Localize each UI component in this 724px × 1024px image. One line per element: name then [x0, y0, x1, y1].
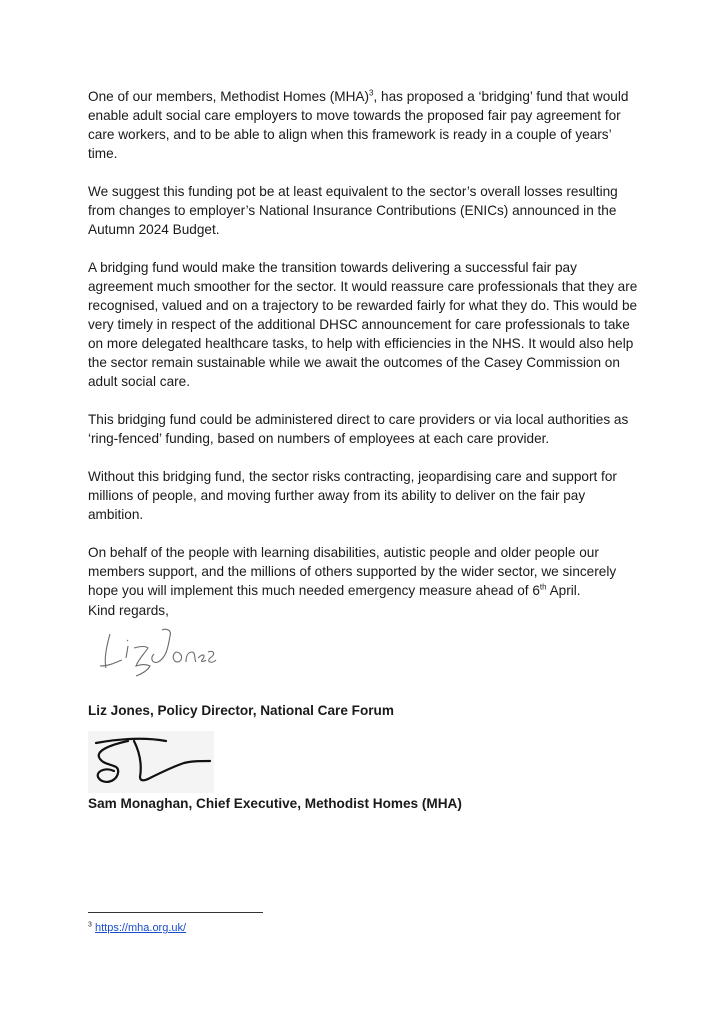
- paragraph-text: One of our members, Methodist Homes (MHA): [88, 89, 370, 104]
- footnote-divider: [88, 912, 263, 913]
- ordinal-suffix: th: [539, 582, 547, 592]
- signature-liz-jones: [96, 622, 218, 680]
- paragraph-funding-pot: We suggest this funding pot be at least equivalent to the sector’s overall losses resulting from changes to employer’s National Insurance Contributions (ENICs) announced in the Autumn 2024 Budget.: [88, 184, 618, 237]
- paragraph-transition: A bridging fund would make the transition towards delivering a successful fair pay agreement much smoother for the sector. It would reassure care professionals that they are recognised, valued and on a trajectory to be rewarded fairly for what they do. This would be very timely in respect of the additional DHSC announcement for care professionals to take on more delegated healthcare tasks, to help with efficiencies in the NHS. It would also help the sector remain sustainable while we await the outcomes of the Casey Commission on adult social care.: [88, 260, 638, 389]
- footnote-number: 3: [88, 921, 92, 929]
- signatory-name-line: Sam Monaghan, Chief Executive, Methodist Homes (MHA): [88, 796, 462, 811]
- letter-body: [88, 87, 640, 619]
- paragraph-text: April.: [546, 583, 581, 598]
- signatory-name-line: Liz Jones, Policy Director, National Care Forum: [88, 703, 394, 718]
- footnote-link[interactable]: https://mha.org.uk/: [94, 922, 187, 934]
- paragraph-risks: Without this bridging fund, the sector risks contracting, jeopardising care and support for millions of people, and moving further away from its ability to deliver on the fair pay ambition.: [88, 469, 617, 522]
- footnote-ref: 3: [369, 88, 374, 98]
- signature-sam-monaghan: [88, 731, 214, 793]
- footnote: [88, 922, 186, 934]
- paragraph-appeal: [88, 543, 640, 600]
- paragraph-text: , has proposed a ‘bridging’ fund that would enable adult social care employers to move towards the proposed fair pay agreement for care workers, and to be able to align when this framework is ready in a couple of years’ time.: [88, 89, 629, 161]
- paragraph-administration: This bridging fund could be administered direct to care providers or via local authorities as ‘ring-fenced’ funding, based on numbers of employees at each care provider.: [88, 412, 629, 446]
- paragraph-text: On behalf of the people with learning disabilities, autistic people and older people our members support, and the millions of others supported by the wider sector, we sincerely hope you will implement this much needed emergency measure ahead of 6: [88, 545, 617, 598]
- paragraph-bridging-fund: [88, 87, 640, 163]
- closing: Kind regards,: [88, 603, 169, 618]
